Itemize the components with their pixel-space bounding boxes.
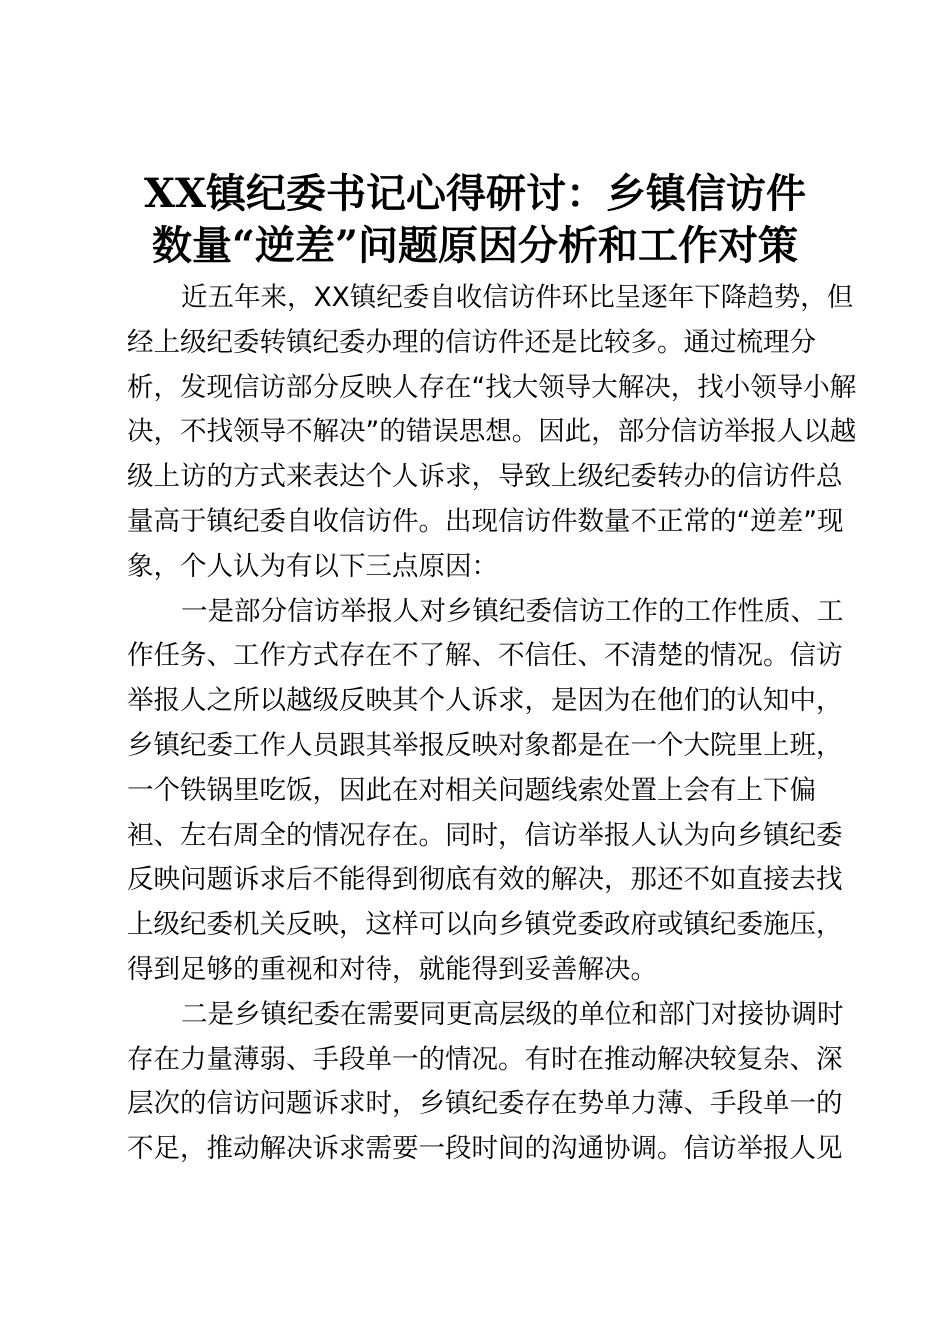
paragraph-line: 二是乡镇纪委在需要同更高层级的单位和部门对接协调时 — [181, 998, 844, 1030]
paragraph-line: 袒、左右周全的情况存在。同时，信访举报人认为向乡镇纪委 — [127, 819, 843, 851]
paragraph — [127, 590, 847, 993]
paragraph-line: 举报人之所以越级反映其个人诉求，是因为在他们的认知中， — [127, 685, 843, 717]
paragraph-line: 量高于镇纪委自收信访件。出现信访件数量不正常的“逆差”现 — [127, 505, 844, 537]
paragraph-line: 反映问题诉求后不能得到彻底有效的解决，那还不如直接去找 — [127, 864, 843, 896]
document-body — [127, 276, 857, 1172]
paragraph-line: 经上级纪委转镇纪委办理的信访件还是比较多。通过梳理分 — [127, 326, 816, 358]
paragraph-line: 一是部分信访举报人对乡镇纪委信访工作的工作性质、工 — [181, 595, 844, 627]
paragraph-line: 上级纪委机关反映，这样可以向乡镇党委政府或镇纪委施压， — [127, 909, 843, 941]
paragraph-line: 作任务、工作方式存在不了解、不信任、不清楚的情况。信访 — [127, 640, 843, 672]
paragraph-line: 析，发现信访部分反映人存在“找大领导大解决，找小领导小解 — [127, 371, 857, 403]
title-line-2: 数量“逆差”问题原因分析和工作对策 — [151, 222, 798, 269]
paragraph-line: 决，不找领导不解决”的错误思想。因此，部分信访举报人以越 — [127, 416, 857, 448]
paragraph-line: 一个铁锅里吃饭，因此在对相关问题线索处置上会有上下偏 — [127, 774, 816, 806]
paragraph-line: 得到足够的重视和对待，就能得到妥善解决。 — [127, 953, 657, 985]
paragraph-line: 不足，推动解决诉求需要一段时间的沟通协调。信访举报人见 — [127, 1133, 843, 1165]
paragraph — [127, 276, 857, 590]
paragraph-line: 级上访的方式来表达个人诉求，导致上级纪委转办的信访件总 — [127, 461, 843, 493]
paragraph — [127, 993, 847, 1172]
document-title — [0, 168, 950, 272]
paragraph-line: 存在力量薄弱、手段单一的情况。有时在推动解决较复杂、深 — [127, 1043, 843, 1075]
paragraph-line: 近五年来，XX镇纪委自收信访件环比呈逐年下降趋势，但 — [181, 282, 854, 313]
paragraph-line: 乡镇纪委工作人员跟其举报反映对象都是在一个大院里上班， — [127, 729, 843, 761]
paragraph-line: 象，个人认为有以下三点原因： — [127, 550, 498, 582]
title-line-1: XX镇纪委书记心得研讨：乡镇信访件 — [143, 170, 807, 217]
paragraph-line: 层次的信访问题诉求时，乡镇纪委存在势单力薄、手段单一的 — [127, 1088, 843, 1120]
